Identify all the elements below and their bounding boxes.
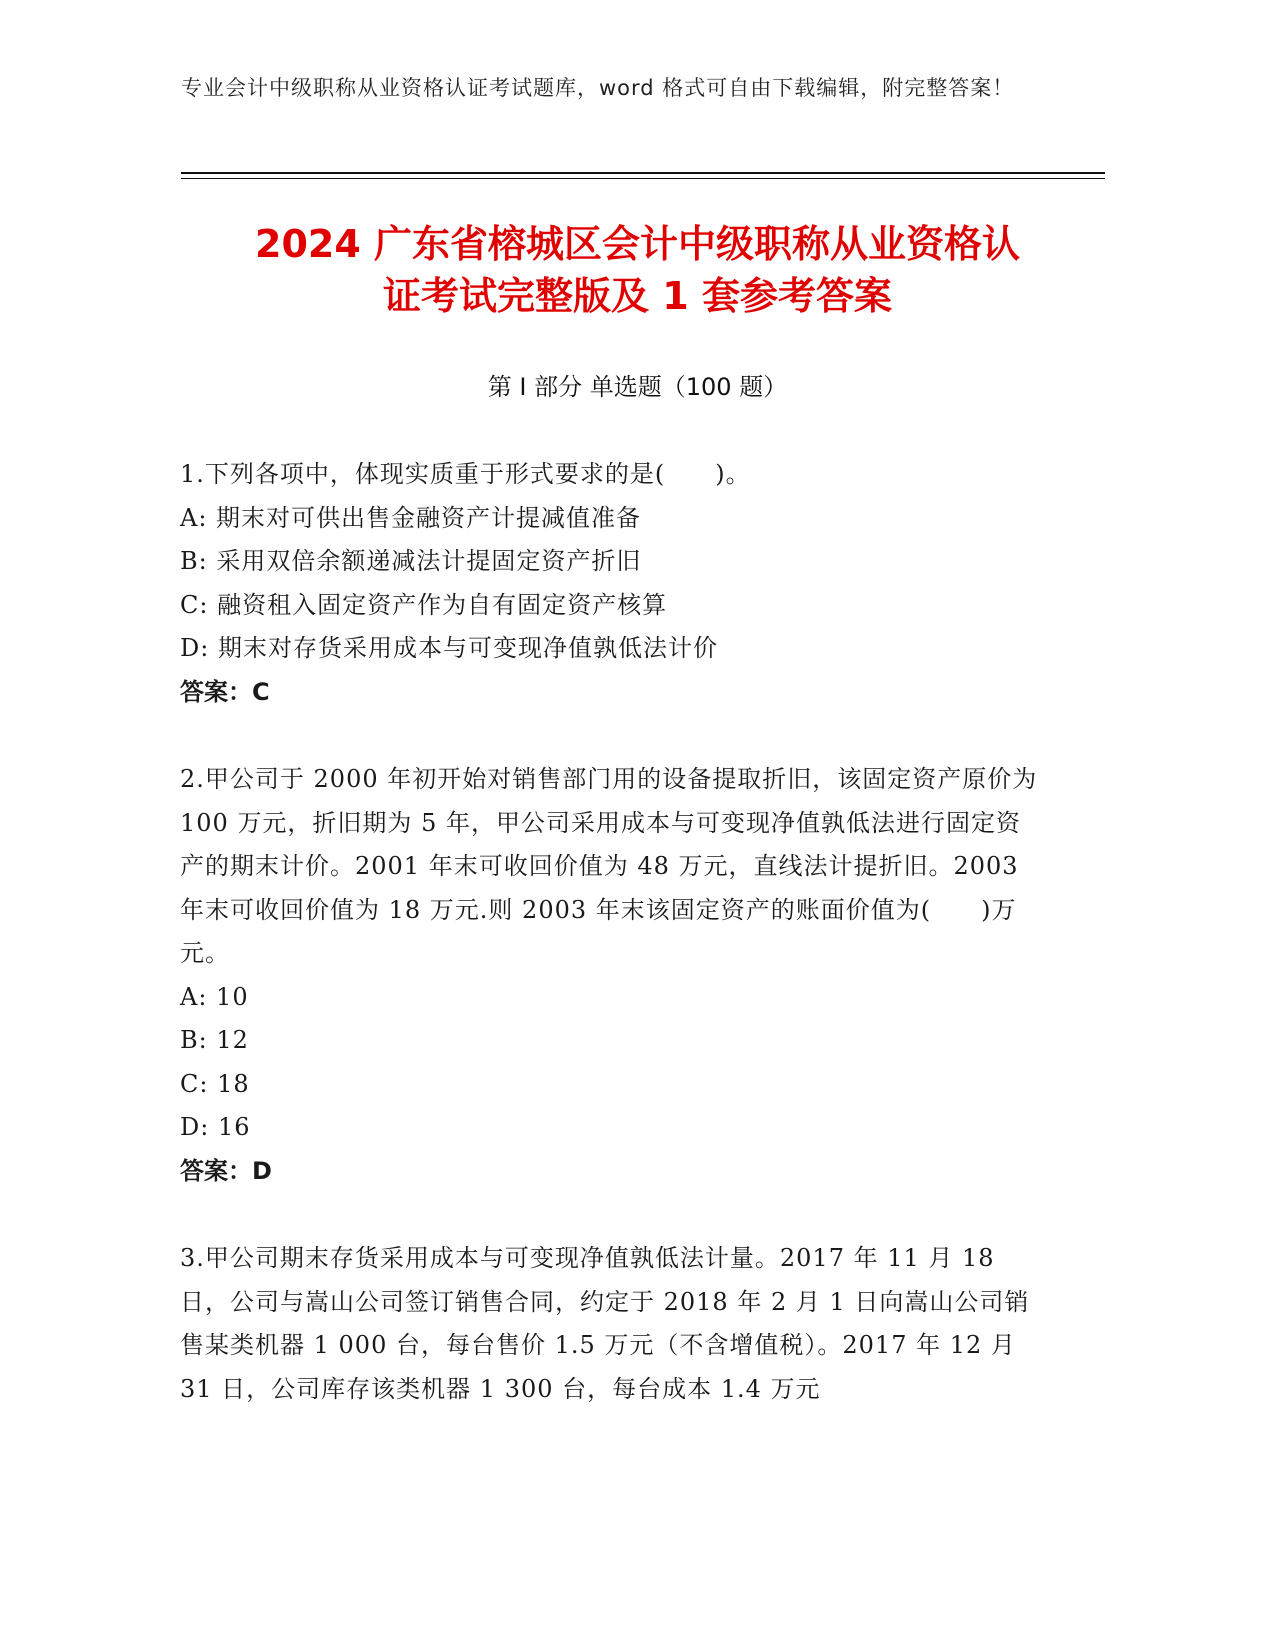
- section-title: 第 I 部分 单选题（100 题）: [487, 373, 788, 401]
- answer: 答案：D: [180, 1156, 272, 1185]
- option-a: A: 期末对可供出售金融资产计提减值准备: [180, 503, 642, 532]
- header-divider-thin: [181, 178, 1105, 179]
- header-note: 专业会计中级职称从业资格认证考试题库，word 格式可自由下载编辑，附完整答案！: [181, 76, 1015, 100]
- document-title: [150, 218, 1125, 322]
- option-d: D: 16: [180, 1113, 251, 1141]
- answer: 答案：C: [180, 677, 270, 706]
- option-d: D: 期末对存货采用成本与可变现净值孰低法计价: [180, 634, 718, 662]
- question-1: [180, 453, 1040, 714]
- option-c: C: 18: [180, 1069, 250, 1098]
- option-b: B: 采用双倍余额递减法计提固定资产折旧: [180, 547, 642, 575]
- question-stem: 1.下列各项中，体现实质重于形式要求的是( )。: [180, 460, 751, 488]
- document-title-line1: 2024 广东省榕城区会计中级职称从业资格认: [255, 222, 1020, 266]
- question-stem: 2.甲公司于 2000 年初开始对销售部门用的设备提取折旧，该固定资产原价为 100 万元，折旧期为 5 年，甲公司采用成本与可变现净值孰低法进行固定资产的期末计价。2001 年末可收回价值为 48 万元，直线法计提折旧。2003 年末可收回价值为 18 万元.则 2003 年末该固定资产的账面价值为( )万元。: [180, 765, 1038, 967]
- header-divider-thick: [181, 172, 1105, 174]
- question-stem: 3.甲公司期末存货采用成本与可变现净值孰低法计量。2017 年 11 月 18 日，公司与嵩山公司签订销售合同，约定于 2018 年 2 月 1 日向嵩山公司销售某类机器 1 000 台，每台售价 1.5 万元（不含增值税）。2017 年 12 月 31 日，公司库存该类机器 1 300 台，每台成本 1.4 万元: [180, 1244, 1030, 1403]
- option-c: C: 融资租入固定资产作为自有固定资产核算: [180, 590, 668, 619]
- document-title-line2: 证考试完整版及 1 套参考答案: [383, 274, 892, 318]
- question-3: [180, 1237, 1040, 1411]
- option-a: A: 10: [180, 982, 249, 1011]
- option-b: B: 12: [180, 1026, 249, 1054]
- question-2: [180, 758, 1040, 1193]
